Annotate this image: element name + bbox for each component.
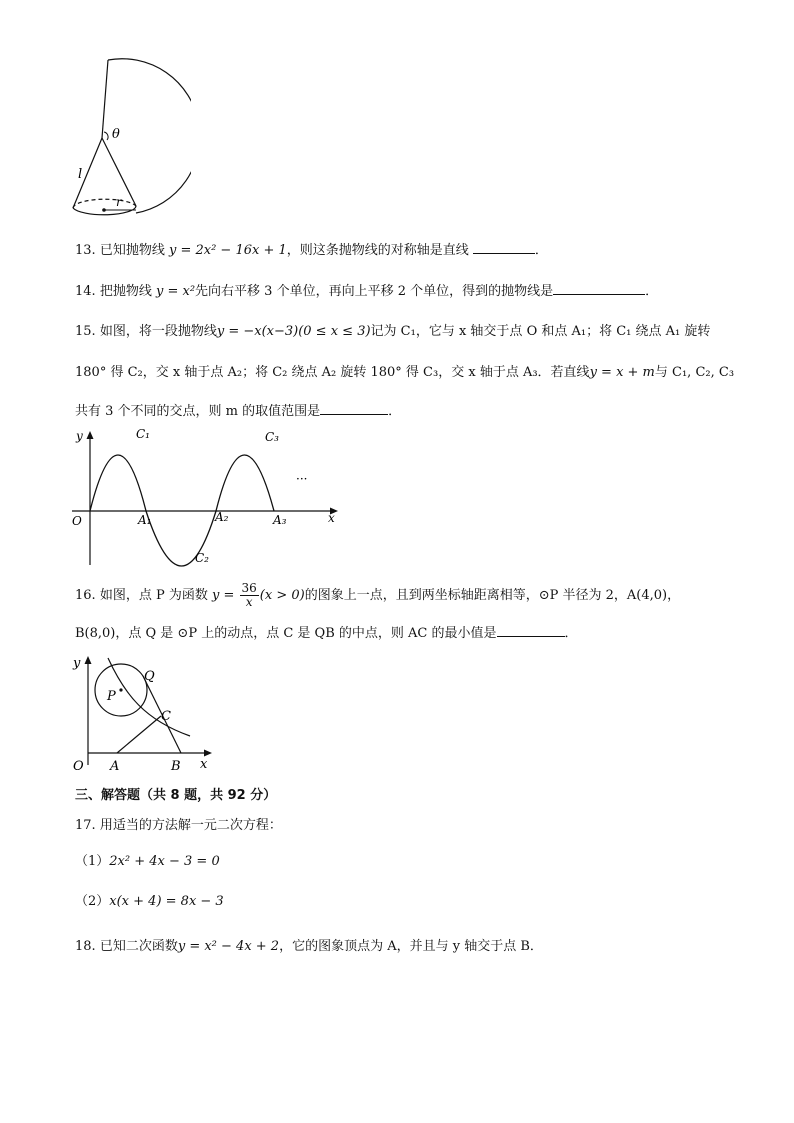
question-16-line1 (75, 582, 680, 609)
curve-c3 (216, 455, 274, 511)
q18-formula: y = x² − 4x + 2 (177, 939, 280, 954)
question-16-line2: B(8,0)，点 Q 是 ⊙P 上的动点，点 C 是 QB 的中点，则 AC 的最小值是 ． (75, 626, 578, 641)
label-y: y (76, 429, 83, 443)
sector-edge (102, 60, 108, 138)
q13-formula: y = 2x² − 16x + 1 (168, 243, 287, 258)
q13-number: 13. (75, 243, 96, 258)
label-theta: θ (112, 127, 120, 142)
question-17 (75, 817, 282, 835)
q16-l1a: 如图，点 P 为函数 (99, 588, 208, 603)
q15-l2a: 180° 得 C₂，交 x 轴于点 A₂；将 C₂ 绕点 A₂ 旋转 180° 得 C₃，交 x 轴于点 A₃．若直线 (75, 365, 590, 380)
q15-number: 15. (75, 324, 96, 339)
question-17-part1 (75, 853, 220, 871)
q18-pre: 已知二次函数 (99, 939, 178, 954)
label-b: B (171, 759, 181, 774)
q15-l3: 共有 3 个不同的交点，则 m 的取值范围是 (75, 404, 321, 419)
label-a3: A₃ (273, 513, 287, 527)
question-15-line3: 共有 3 个不同的交点，则 m 的取值范围是 ． (75, 404, 402, 419)
label-c2: C₂ (195, 551, 209, 565)
wave-figure (66, 425, 346, 570)
circle-figure (70, 650, 220, 775)
point-p (119, 688, 122, 691)
y-axis-arrow (87, 431, 94, 439)
q16-cond: (x > 0) (259, 588, 305, 603)
segment-ac (117, 716, 161, 753)
q16-frac-den: x (245, 595, 253, 609)
question-13: 13. 已知抛物线 y = 2x² − 16x + 1，则这条抛物线的对称轴是直线 ． (75, 243, 548, 258)
q13-post: ，则这条抛物线的对称轴是直线 (286, 243, 469, 258)
q17-text: 用适当的方法解一元二次方程： (99, 818, 282, 833)
q17-p2-label: （2） (75, 894, 110, 909)
question-18 (75, 938, 543, 956)
cone-figure (66, 58, 191, 218)
label-o: O (73, 759, 84, 774)
label-c1: C₁ (136, 427, 150, 441)
q17-p1-label: （1） (75, 854, 110, 869)
angle-mark (104, 132, 108, 140)
q15-formula1: y = −x(x−3)(0 ≤ x ≤ 3) (216, 324, 371, 339)
label-y: y (73, 656, 81, 671)
question-15-line1 (75, 323, 710, 341)
q13-answer-blank[interactable] (473, 241, 535, 254)
section-3-heading: 三、解答题（共 8 题，共 92 分） (75, 788, 277, 803)
label-a2: A₂ (215, 510, 229, 524)
q15-formula2: y = x + m (589, 365, 655, 380)
q14-post: 先向右平移 3 个单位，再向上平移 2 个单位，得到的抛物线是 (195, 284, 554, 299)
label-q: Q (144, 669, 155, 684)
q14-formula: y = x² (155, 284, 196, 299)
q18-number: 18. (75, 939, 96, 954)
q15-l1a: 如图，将一段抛物线 (99, 324, 217, 339)
label-o: O (72, 514, 82, 528)
curve-c1 (90, 455, 146, 511)
question-17-part2 (75, 893, 224, 911)
question-15-line2 (75, 364, 734, 382)
label-c: C (161, 709, 171, 724)
q18-post: ，它的图象顶点为 A，并且与 y 轴交于点 B． (279, 939, 543, 954)
cone-center (102, 208, 106, 212)
x-axis-arrow (204, 750, 212, 757)
q14-pre: 把抛物线 (99, 284, 152, 299)
sector-arc (108, 59, 191, 213)
label-x: x (200, 757, 208, 772)
q16-frac-num: 36 (241, 581, 257, 595)
q13-pre: 已知抛物线 (99, 243, 165, 258)
q15-l1b: 记为 C₁，它与 x 轴交于点 O 和点 A₁；将 C₁ 绕点 A₁ 旋转 (370, 324, 711, 339)
label-x: x (328, 511, 335, 525)
q15-answer-blank[interactable] (320, 402, 388, 415)
label-p: P (107, 689, 116, 704)
q17-p2-equation: x(x + 4) = 8x − 3 (109, 894, 224, 909)
question-14: 14. 把抛物线 y = x²先向右平移 3 个单位，再向上平移 2 个单位，得到的抛物线是 ． (75, 284, 659, 299)
q16-l1b: 的图象上一点，且到两坐标轴距离相等，⊙P 半径为 2，A(4,0)， (304, 588, 681, 603)
q16-fraction (240, 582, 259, 609)
q14-answer-blank[interactable] (553, 282, 645, 295)
q16-answer-blank[interactable] (497, 624, 565, 637)
q16-l2a: B(8,0)，点 Q 是 ⊙P 上的动点，点 C 是 QB 的中点，则 AC 的最小值是 (75, 626, 497, 641)
label-r: r (116, 195, 122, 209)
label-dots: ··· (296, 472, 308, 486)
q16-y: y = (211, 588, 235, 603)
label-c3: C₃ (265, 430, 279, 444)
label-a: A (110, 759, 120, 774)
label-l: l (78, 167, 83, 182)
q16-number: 16. (75, 588, 96, 603)
q14-number: 14. (75, 284, 96, 299)
cone-base-back (73, 199, 136, 208)
label-a1: A₁ (138, 513, 152, 527)
y-axis-arrow (85, 656, 92, 664)
q17-number: 17. (75, 818, 96, 833)
q15-l2b: 与 C₁, C₂, C₃ (654, 365, 735, 380)
q17-p1-equation: 2x² + 4x − 3 = 0 (109, 854, 220, 869)
